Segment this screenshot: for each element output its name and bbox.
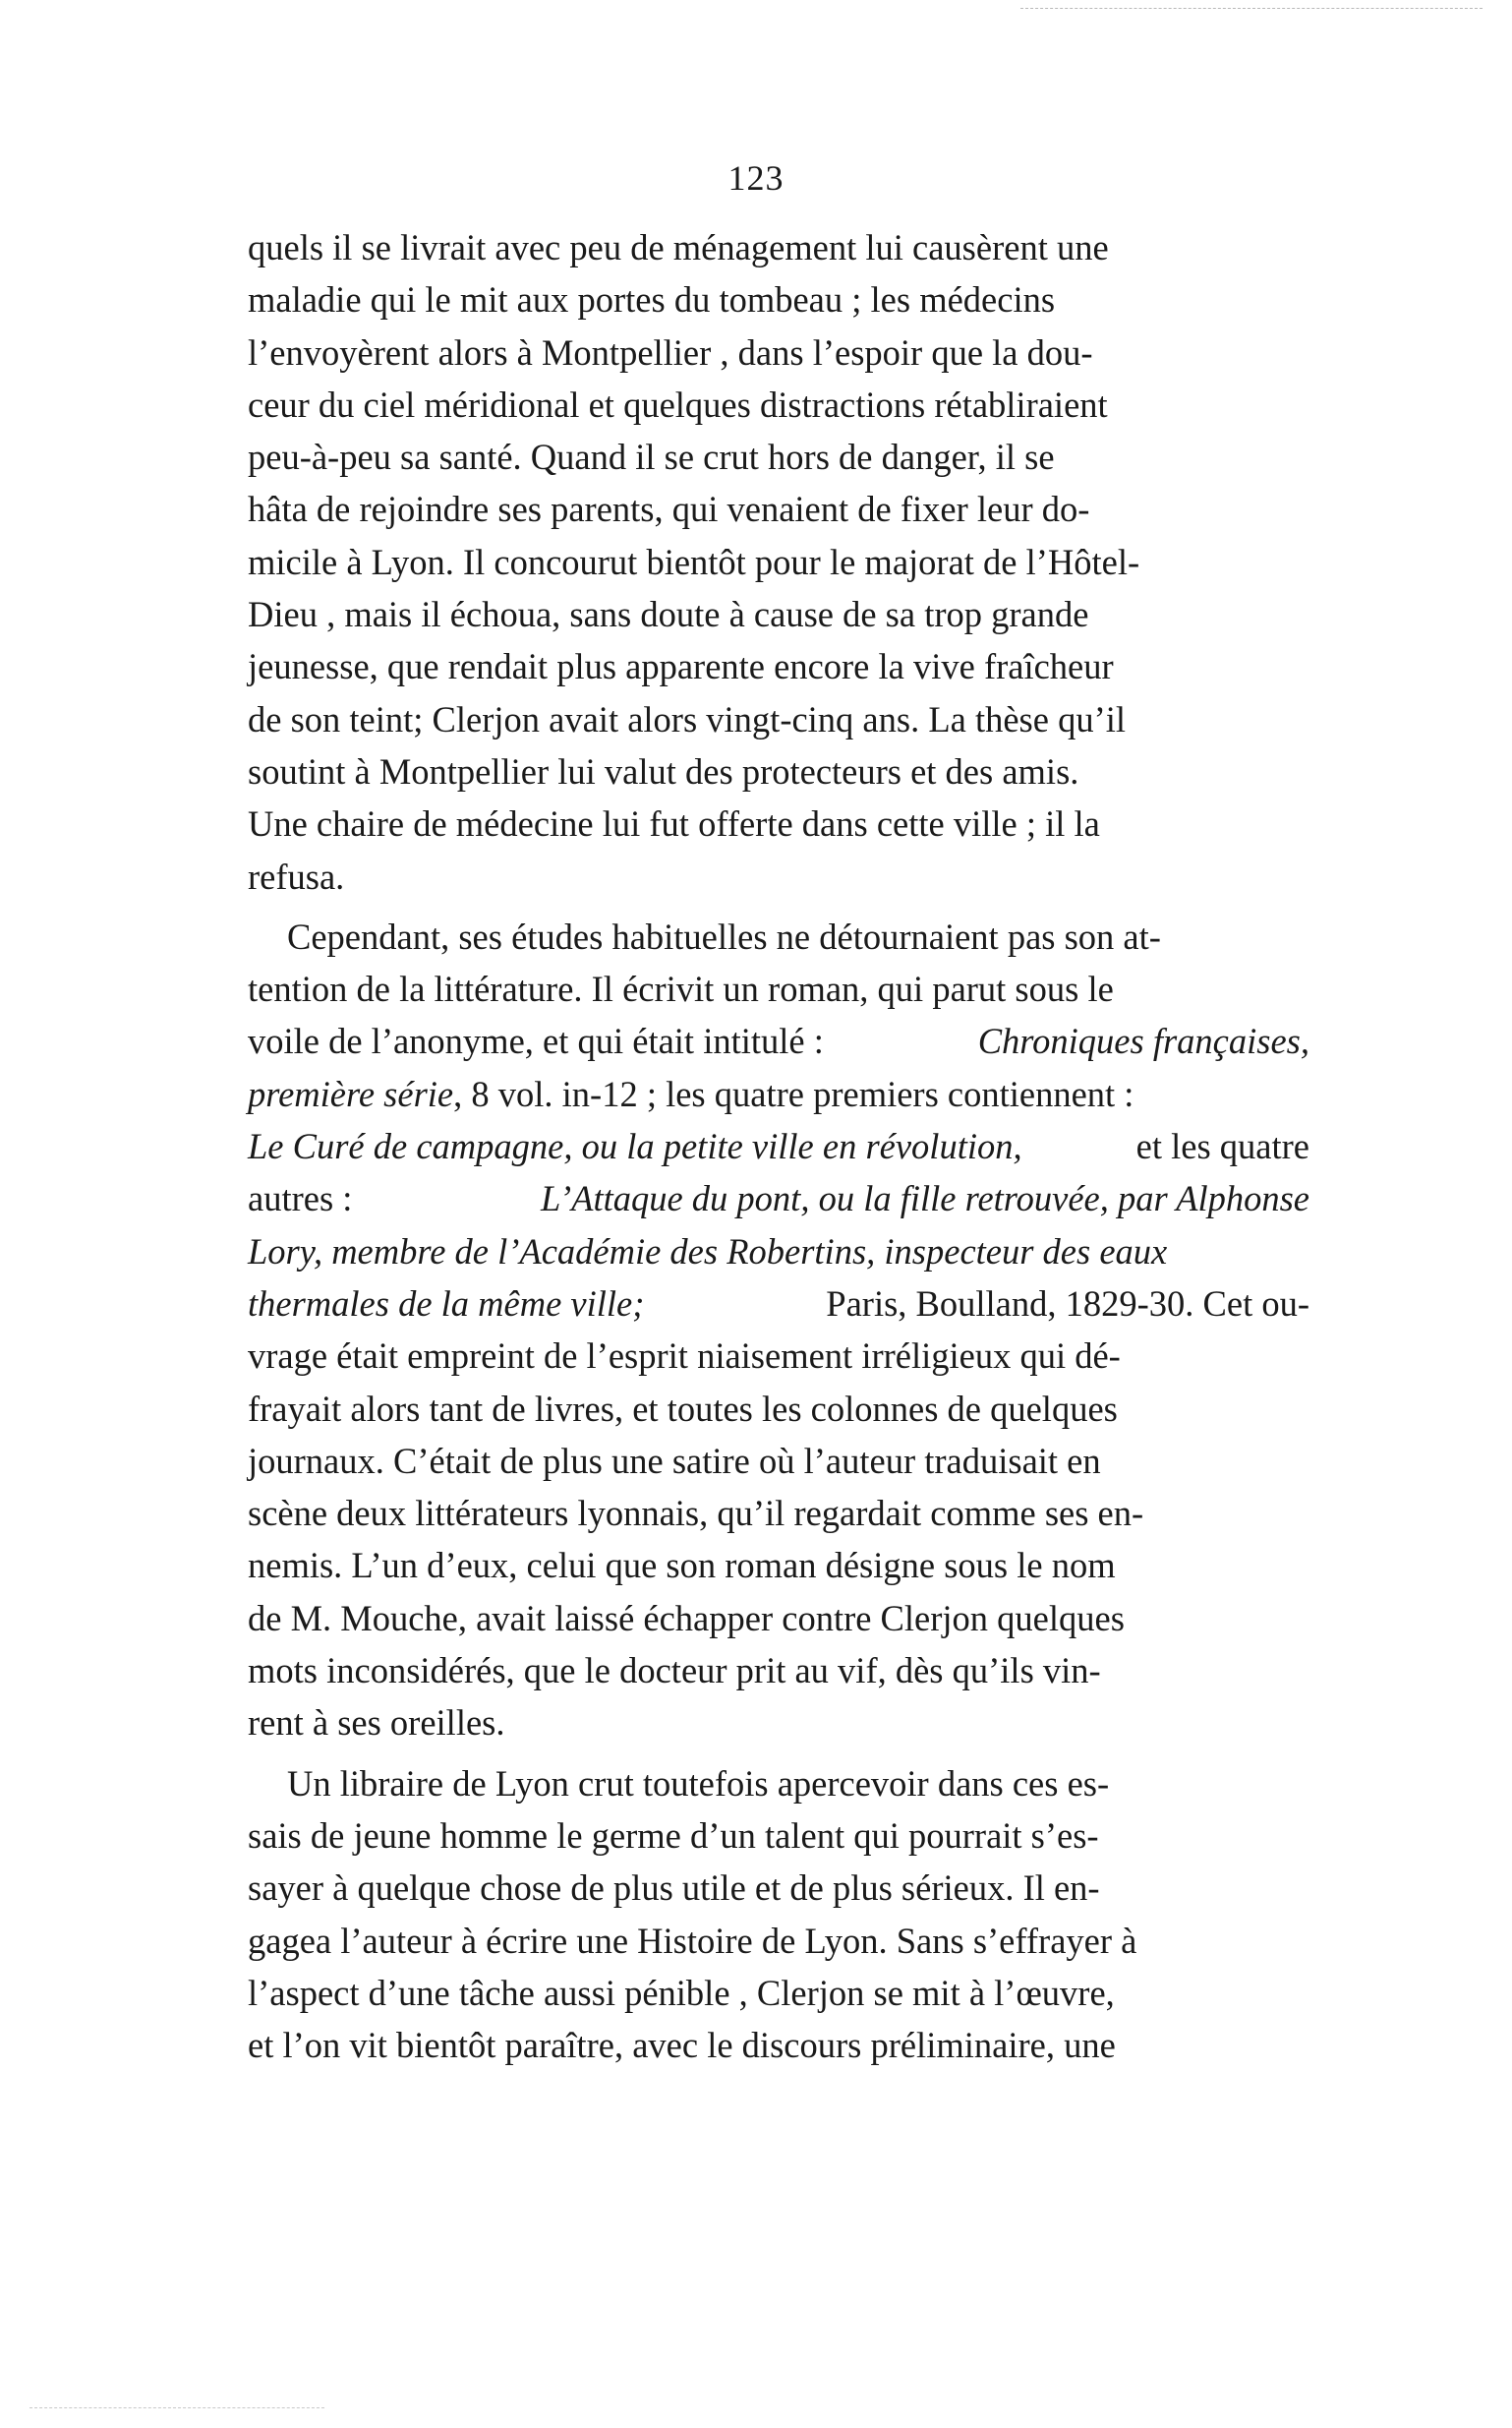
text-run: [248, 1068, 1134, 1120]
text-line: vrage était empreint de l’esprit niaisement irréligieux qui dé-: [248, 1335, 1121, 1377]
page-number: 123: [727, 158, 785, 198]
scan-edge-mark: [1020, 8, 1483, 11]
text-line: tention de la littérature. Il écrivit un roman, qui parut sous le: [248, 969, 1114, 1010]
paragraph: [248, 1757, 1309, 2072]
text-line: sais de jeune homme le germe d’un talent qui pourrait s’es-: [248, 1814, 1099, 1856]
text-line: maladie qui le mit aux portes du tombeau ; les médecins: [248, 279, 1056, 321]
text-line: mots inconsidérés, que le docteur prit au vif, dès qu’ils vin-: [248, 1650, 1101, 1691]
text-run: autres :: [248, 1178, 353, 1219]
body-text: [248, 221, 1309, 2071]
italic-title: thermales de la même ville;: [248, 1282, 645, 1324]
text-line: hâta de rejoindre ses parents, qui venaient de fixer leur do-: [248, 489, 1090, 530]
text-line: scène deux littérateurs lyonnais, qu’il regardait comme ses en-: [248, 1493, 1144, 1534]
text-line: Une chaire de médecine lui fut offerte dans cette ville ; il la: [248, 803, 1100, 845]
text-line: journaux. C’était de plus une satire où l’auteur traduisait en: [248, 1440, 1101, 1481]
text-line: peu-à-peu sa santé. Quand il se crut hors de danger, il se: [248, 437, 1055, 478]
text-line: [248, 1225, 1309, 1277]
text-line: ceur du ciel méridional et quelques distractions rétabliraient: [248, 384, 1108, 425]
text-line: Dieu , mais il échoua, sans doute à cause de sa trop grande: [248, 594, 1089, 635]
text-line: [248, 1277, 1309, 1330]
text-run: et les quatre: [1135, 1126, 1309, 1167]
text-line: quels il se livrait avec peu de ménagement lui causèrent une: [248, 227, 1109, 267]
text-line: l’aspect d’une tâche aussi pénible , Clerjon se mit à l’œuvre,: [248, 1972, 1115, 2013]
text-line: [248, 1120, 1309, 1172]
scan-edge-mark: [29, 2407, 324, 2410]
text-line: et l’on vit bientôt paraître, avec le discours préliminaire, une: [248, 2025, 1116, 2066]
paragraph: [248, 911, 1309, 1749]
text-line: sayer à quelque chose de plus utile et de plus sérieux. Il en-: [248, 1867, 1100, 1909]
text-line: [248, 1068, 1309, 1120]
text-line: rent à ses oreilles.: [248, 1702, 505, 1744]
italic-title: première série: [248, 1073, 454, 1114]
text-run: Paris, Boulland, 1829-30. Cet ou-: [826, 1282, 1309, 1324]
text-line: Un libraire de Lyon crut toutefois apercevoir dans ces es-: [287, 1762, 1110, 1804]
text-line: de son teint; Clerjon avait alors vingt-cinq ans. La thèse qu’il: [248, 698, 1127, 740]
italic-title: L’Attaque du pont, ou la fille retrouvée, par Alphonse: [541, 1178, 1309, 1219]
text-line: nemis. L’un d’eux, celui que son roman désigne sous le nom: [248, 1545, 1116, 1586]
text-line: micile à Lyon. Il concourut bientôt pour le majorat de l’Hôtel-: [248, 541, 1140, 582]
text-run: , 8 vol. in-12 ; les quatre premiers contiennent :: [453, 1073, 1134, 1114]
text-line: [248, 1172, 1309, 1224]
text-line: frayait alors tant de livres, et toutes les colonnes de quelques: [248, 1388, 1118, 1429]
italic-title: Lory, membre de l’Académie des Robertins, inspecteur des eaux: [248, 1230, 1168, 1272]
text-line: [248, 1015, 1309, 1067]
paragraph: [248, 221, 1309, 903]
text-line: jeunesse, que rendait plus apparente encore la vive fraîcheur: [248, 646, 1114, 687]
italic-title: Le Curé de campagne, ou la petite ville en révolution,: [248, 1126, 1022, 1167]
text-line: gagea l’auteur à écrire une Histoire de Lyon. Sans s’effrayer à: [248, 1920, 1137, 1961]
text-run: voile de l’anonyme, et qui était intitulé :: [248, 1021, 824, 1062]
text-line: Cependant, ses études habituelles ne détournaient pas son at-: [287, 916, 1161, 957]
italic-title: Chroniques françaises,: [977, 1021, 1309, 1062]
text-line: l’envoyèrent alors à Montpellier , dans l’espoir que la dou-: [248, 331, 1093, 373]
text-line: de M. Mouche, avait laissé échapper contre Clerjon quelques: [248, 1597, 1125, 1638]
text-line: soutint à Montpellier lui valut des protecteurs et des amis.: [248, 750, 1079, 792]
text-line: refusa.: [248, 856, 345, 897]
